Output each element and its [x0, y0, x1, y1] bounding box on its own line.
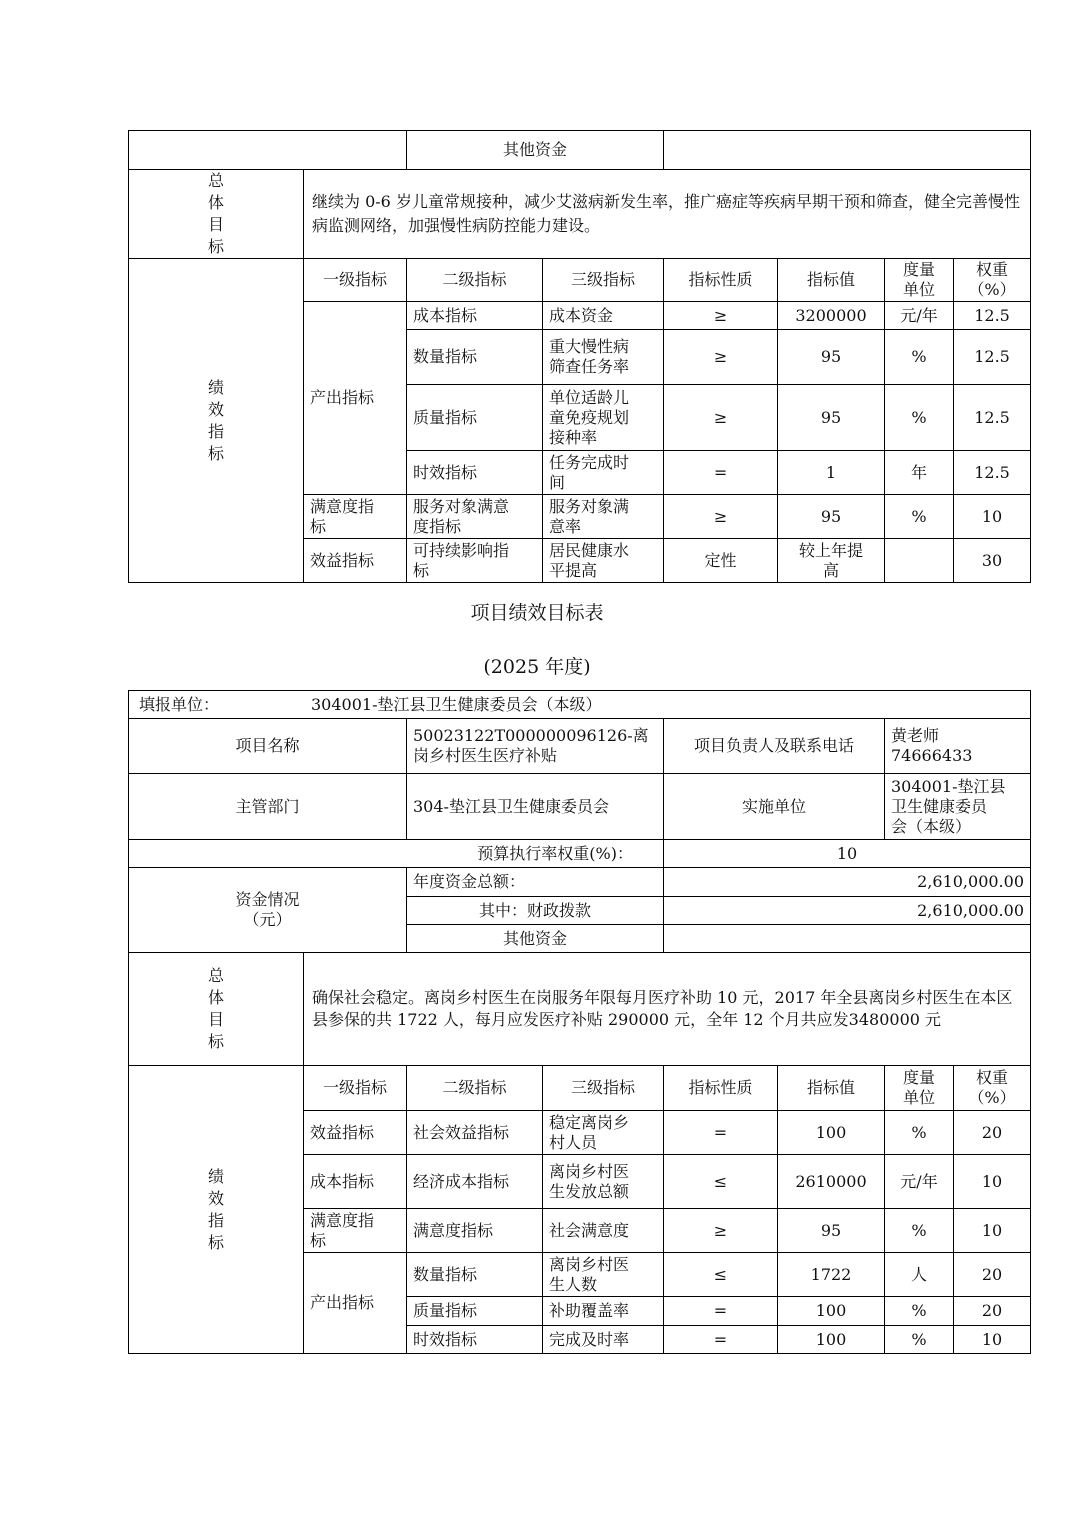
header-level2: 二级指标	[407, 1066, 543, 1111]
level3-cell: 重大慢性病 筛查任务率	[543, 330, 664, 385]
weight-cell: 12.5	[954, 451, 1031, 495]
weight-cell: 20	[954, 1253, 1031, 1297]
value-cell: 1722	[778, 1253, 885, 1297]
weight-cell: 20	[954, 1297, 1031, 1326]
annual-total-value: 2,610,000.00	[664, 868, 1031, 897]
impl-unit-value: 304001-垫江县 卫生健康委员 会（本级）	[885, 774, 1031, 840]
value-cell: 较上年提 高	[778, 539, 885, 583]
nature-cell: ≥	[664, 385, 778, 451]
nature-cell: ≥	[664, 302, 778, 330]
level3-cell: 完成及时率	[543, 1326, 664, 1354]
contact-label: 项目负责人及联系电话	[664, 719, 885, 774]
project-name-value: 50023122T000000096126-离岗乡村医生医疗补贴	[407, 719, 664, 774]
level2-cell: 时效指标	[407, 451, 543, 495]
other-funds-value	[664, 925, 1031, 953]
level3-cell: 稳定离岗乡 村人员	[543, 1111, 664, 1155]
level2-cell: 服务对象满意 度指标	[407, 495, 543, 539]
level2-cell: 经济成本指标	[407, 1155, 543, 1209]
weight-cell: 10	[954, 1209, 1031, 1253]
level2-cell: 质量指标	[407, 385, 543, 451]
nature-cell: ≤	[664, 1155, 778, 1209]
performance-table-1	[128, 130, 1031, 583]
unit-cell: %	[885, 330, 954, 385]
level3-cell: 单位适龄儿 童免疫规划 接种率	[543, 385, 664, 451]
nature-cell: 定性	[664, 539, 778, 583]
header-value: 指标值	[778, 259, 885, 302]
budget-rate-value: 10	[664, 840, 1031, 868]
weight-cell: 30	[954, 539, 1031, 583]
unit-cell: %	[885, 1297, 954, 1326]
value-cell: 2610000	[778, 1155, 885, 1209]
nature-cell: ≥	[664, 1209, 778, 1253]
header-unit: 度量 单位	[885, 259, 954, 302]
level2-cell: 时效指标	[407, 1326, 543, 1354]
unit-cell: %	[885, 1111, 954, 1155]
unit-cell: 人	[885, 1253, 954, 1297]
level1-cell: 产出指标	[304, 1253, 407, 1354]
fiscal-value: 2,610,000.00	[664, 897, 1031, 925]
nature-cell: ≥	[664, 330, 778, 385]
nature-cell: =	[664, 1111, 778, 1155]
empty-cell	[129, 131, 407, 170]
weight-cell: 10	[954, 495, 1031, 539]
dept-value: 304-垫江县卫生健康委员会	[407, 774, 664, 840]
unit-cell: %	[885, 385, 954, 451]
value-cell: 95	[778, 495, 885, 539]
value-cell: 3200000	[778, 302, 885, 330]
dept-label: 主管部门	[129, 774, 407, 840]
level2-cell: 成本指标	[407, 302, 543, 330]
fiscal-label: 其中：财政拨款	[407, 897, 664, 925]
header-unit: 度量 单位	[885, 1066, 954, 1111]
overall-goal-text: 继续为 0-6 岁儿童常规接种，减少艾滋病新发生率，推广癌症等疾病早期干预和筛查，健全完善慢性病监测网络，加强慢性病防控能力建设。	[304, 170, 1031, 259]
level1-cell: 效益指标	[304, 539, 407, 583]
value-cell: 100	[778, 1111, 885, 1155]
level1-cell: 满意度指 标	[304, 1209, 407, 1253]
weight-cell: 10	[954, 1155, 1031, 1209]
budget-rate-label: 预算执行率权重(%)：	[129, 840, 664, 868]
page-subtitle: (2025 年度)	[483, 656, 591, 678]
level2-cell: 数量指标	[407, 330, 543, 385]
level3-cell: 任务完成时 间	[543, 451, 664, 495]
value-cell: 95	[778, 330, 885, 385]
weight-cell: 20	[954, 1111, 1031, 1155]
nature-cell: ≥	[664, 495, 778, 539]
nature-cell: =	[664, 1297, 778, 1326]
level2-cell: 数量指标	[407, 1253, 543, 1297]
level2-cell: 社会效益指标	[407, 1111, 543, 1155]
header-nature: 指标性质	[664, 1066, 778, 1111]
unit-cell: 元/年	[885, 1155, 954, 1209]
unit-cell: %	[885, 1209, 954, 1253]
value-cell: 100	[778, 1297, 885, 1326]
contact-value: 黄老师 74666433	[885, 719, 1031, 774]
weight-cell: 12.5	[954, 302, 1031, 330]
annual-total-label: 年度资金总额：	[407, 868, 664, 897]
level3-cell: 成本资金	[543, 302, 664, 330]
funds-label: 资金情况 （元）	[129, 868, 407, 953]
overall-goal-label: 总 体 目 标	[129, 953, 304, 1066]
header-value: 指标值	[778, 1066, 885, 1111]
other-funds-value	[664, 131, 1031, 170]
header-level2: 二级指标	[407, 259, 543, 302]
unit-cell: %	[885, 1326, 954, 1354]
level1-cell: 产出指标	[304, 302, 407, 495]
level1-cell: 效益指标	[304, 1111, 407, 1155]
impl-unit-label: 实施单位	[664, 774, 885, 840]
header-level1: 一级指标	[304, 259, 407, 302]
header-level1: 一级指标	[304, 1066, 407, 1111]
performance-indicator-label: 绩 效 指 标	[129, 259, 304, 583]
unit-cell	[885, 539, 954, 583]
level1-cell: 满意度指 标	[304, 495, 407, 539]
level3-cell: 离岗乡村医 生人数	[543, 1253, 664, 1297]
value-cell: 95	[778, 1209, 885, 1253]
overall-goal-label: 总 体 目 标	[129, 170, 304, 259]
weight-cell: 10	[954, 1326, 1031, 1354]
level3-cell: 补助覆盖率	[543, 1297, 664, 1326]
unit-cell: 元/年	[885, 302, 954, 330]
level3-cell: 离岗乡村医 生发放总额	[543, 1155, 664, 1209]
reporting-unit-row	[129, 691, 1031, 719]
unit-cell: %	[885, 495, 954, 539]
reporting-unit-label: 填报单位：	[139, 694, 220, 714]
project-name-label: 项目名称	[129, 719, 407, 774]
level2-cell: 质量指标	[407, 1297, 543, 1326]
header-nature: 指标性质	[664, 259, 778, 302]
header-level3: 三级指标	[543, 1066, 664, 1111]
unit-cell: 年	[885, 451, 954, 495]
header-weight: 权重 （%）	[954, 259, 1031, 302]
other-funds-label: 其他资金	[407, 925, 664, 953]
level2-cell: 满意度指标	[407, 1209, 543, 1253]
header-level3: 三级指标	[543, 259, 664, 302]
level3-cell: 居民健康水 平提高	[543, 539, 664, 583]
value-cell: 100	[778, 1326, 885, 1354]
nature-cell: =	[664, 1326, 778, 1354]
value-cell: 95	[778, 385, 885, 451]
nature-cell: ≤	[664, 1253, 778, 1297]
weight-cell: 12.5	[954, 330, 1031, 385]
overall-goal-text: 确保社会稳定。离岗乡村医生在岗服务年限每月医疗补助 10 元，2017 年全县离岗乡村医生在本区县参保的共 1722 人，每月应发医疗补贴 290000 元，全年 12 个月共应发3480000 元	[304, 953, 1031, 1066]
nature-cell: =	[664, 451, 778, 495]
reporting-unit-value: 304001-垫江县卫生健康委员会（本级）	[311, 694, 602, 714]
header-weight: 权重 （%）	[954, 1066, 1031, 1111]
weight-cell: 12.5	[954, 385, 1031, 451]
level3-cell: 服务对象满 意率	[543, 495, 664, 539]
performance-table-2	[128, 690, 1031, 1354]
value-cell: 1	[778, 451, 885, 495]
level3-cell: 社会满意度	[543, 1209, 664, 1253]
level2-cell: 可持续影响指 标	[407, 539, 543, 583]
other-funds-label: 其他资金	[407, 131, 664, 170]
performance-indicator-label: 绩 效 指 标	[129, 1066, 304, 1354]
level1-cell: 成本指标	[304, 1155, 407, 1209]
page-title: 项目绩效目标表	[470, 602, 604, 624]
